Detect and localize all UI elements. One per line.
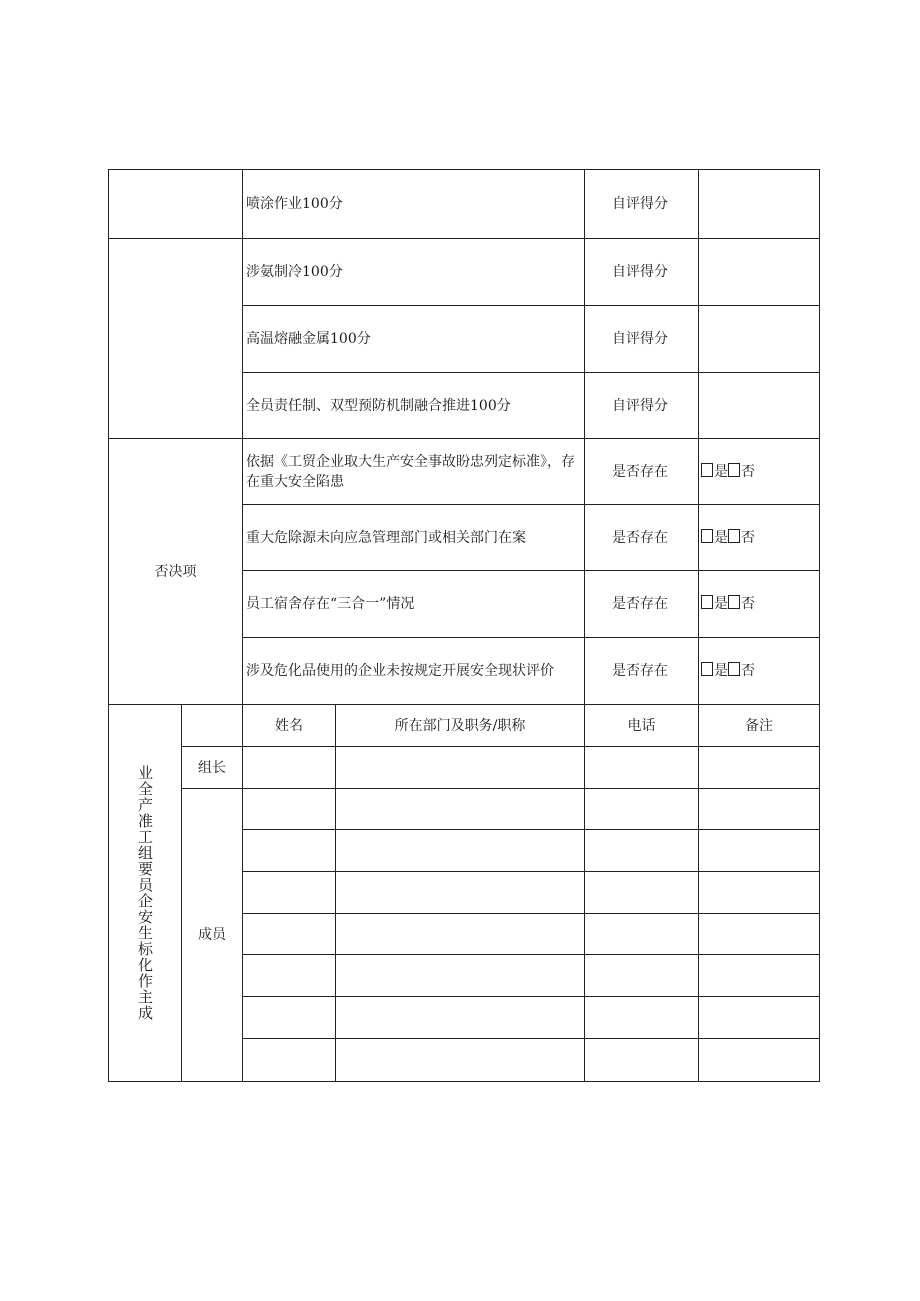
phone-cell[interactable] <box>585 955 699 997</box>
exists-label: 是否存在 <box>585 638 699 705</box>
phone-cell[interactable] <box>585 830 699 872</box>
dept-cell[interactable] <box>336 914 585 955</box>
team-header-row <box>109 705 820 747</box>
veto-item: 重大危除源未向应急管理部门或相关部门在案 <box>243 505 585 571</box>
no-label: 否 <box>741 529 756 546</box>
exists-label: 是否存在 <box>585 505 699 571</box>
yes-no-choice <box>699 571 820 638</box>
name-cell[interactable] <box>243 872 336 914</box>
member-label: 成员 <box>182 789 243 1082</box>
blank-cell <box>109 239 243 439</box>
note-cell[interactable] <box>699 914 820 955</box>
note-cell[interactable] <box>699 872 820 914</box>
header-note: 备注 <box>699 705 820 747</box>
phone-cell[interactable] <box>585 914 699 955</box>
name-cell[interactable] <box>243 914 336 955</box>
score-item: 全员责任制、双型预防机制融合推进100分 <box>243 373 585 439</box>
header-phone: 电话 <box>585 705 699 747</box>
yes-label: 是 <box>714 663 729 679</box>
veto-item: 员工宿舍存在“三合一”情况 <box>243 571 585 638</box>
score-item: 喷涂作业100分 <box>243 170 585 239</box>
header-dept: 所在部门及职务/职称 <box>336 705 585 747</box>
veto-item: 依据《工贸企业取大生产安全事故盼忠列定标准》，存在重大安全陷患 <box>243 439 585 505</box>
note-cell[interactable] <box>699 830 820 872</box>
self-score-label: 自评得分 <box>585 170 699 239</box>
member-row <box>109 789 820 830</box>
veto-row <box>109 439 820 505</box>
dept-cell[interactable] <box>336 747 585 789</box>
name-cell[interactable] <box>243 997 336 1039</box>
no-checkbox[interactable] <box>728 595 740 609</box>
score-row <box>109 239 820 306</box>
evaluation-form-table <box>108 169 820 1082</box>
score-item: 涉氨制冷100分 <box>243 239 585 306</box>
note-cell[interactable] <box>699 955 820 997</box>
exists-label: 是否存在 <box>585 439 699 505</box>
yes-label: 是 <box>714 529 729 546</box>
team-title: 业全产准工组要员企安生标化作主成 <box>136 765 154 1021</box>
note-cell[interactable] <box>699 997 820 1039</box>
score-item: 高温熔融金属100分 <box>243 306 585 373</box>
no-label: 否 <box>741 596 756 612</box>
veto-title: 否决项 <box>109 439 243 705</box>
leader-label: 组长 <box>182 747 243 789</box>
yes-no-choice <box>699 439 820 505</box>
veto-item: 涉及危化品使用的企业未按规定开展安全现状评价 <box>243 638 585 705</box>
name-cell[interactable] <box>243 955 336 997</box>
name-cell[interactable] <box>243 1039 336 1082</box>
yes-checkbox[interactable] <box>701 463 713 477</box>
phone-cell[interactable] <box>585 997 699 1039</box>
score-row <box>109 170 820 239</box>
self-score-label: 自评得分 <box>585 373 699 439</box>
phone-cell[interactable] <box>585 872 699 914</box>
yes-checkbox[interactable] <box>701 595 713 609</box>
header-name: 姓名 <box>243 705 336 747</box>
note-cell[interactable] <box>699 747 820 789</box>
no-checkbox[interactable] <box>728 463 740 477</box>
team-title-cell <box>109 705 182 1082</box>
self-score-label: 自评得分 <box>585 239 699 306</box>
no-label: 否 <box>741 463 756 480</box>
phone-cell[interactable] <box>585 789 699 830</box>
dept-cell[interactable] <box>336 789 585 830</box>
yes-label: 是 <box>714 596 729 612</box>
dept-cell[interactable] <box>336 997 585 1039</box>
self-score-value[interactable] <box>699 170 820 239</box>
name-cell[interactable] <box>243 747 336 789</box>
note-cell[interactable] <box>699 789 820 830</box>
self-score-value[interactable] <box>699 306 820 373</box>
self-score-label: 自评得分 <box>585 306 699 373</box>
no-label: 否 <box>741 663 756 679</box>
dept-cell[interactable] <box>336 955 585 997</box>
dept-cell[interactable] <box>336 830 585 872</box>
yes-no-choice <box>699 505 820 571</box>
yes-label: 是 <box>714 463 729 480</box>
no-checkbox[interactable] <box>728 529 740 543</box>
yes-no-choice <box>699 638 820 705</box>
note-cell[interactable] <box>699 1039 820 1082</box>
yes-checkbox[interactable] <box>701 529 713 543</box>
no-checkbox[interactable] <box>728 662 740 676</box>
phone-cell[interactable] <box>585 747 699 789</box>
leader-row <box>109 747 820 789</box>
blank-cell <box>182 705 243 747</box>
blank-cell <box>109 170 243 239</box>
self-score-value[interactable] <box>699 239 820 306</box>
dept-cell[interactable] <box>336 1039 585 1082</box>
yes-checkbox[interactable] <box>701 662 713 676</box>
name-cell[interactable] <box>243 830 336 872</box>
dept-cell[interactable] <box>336 872 585 914</box>
name-cell[interactable] <box>243 789 336 830</box>
self-score-value[interactable] <box>699 373 820 439</box>
exists-label: 是否存在 <box>585 571 699 638</box>
phone-cell[interactable] <box>585 1039 699 1082</box>
